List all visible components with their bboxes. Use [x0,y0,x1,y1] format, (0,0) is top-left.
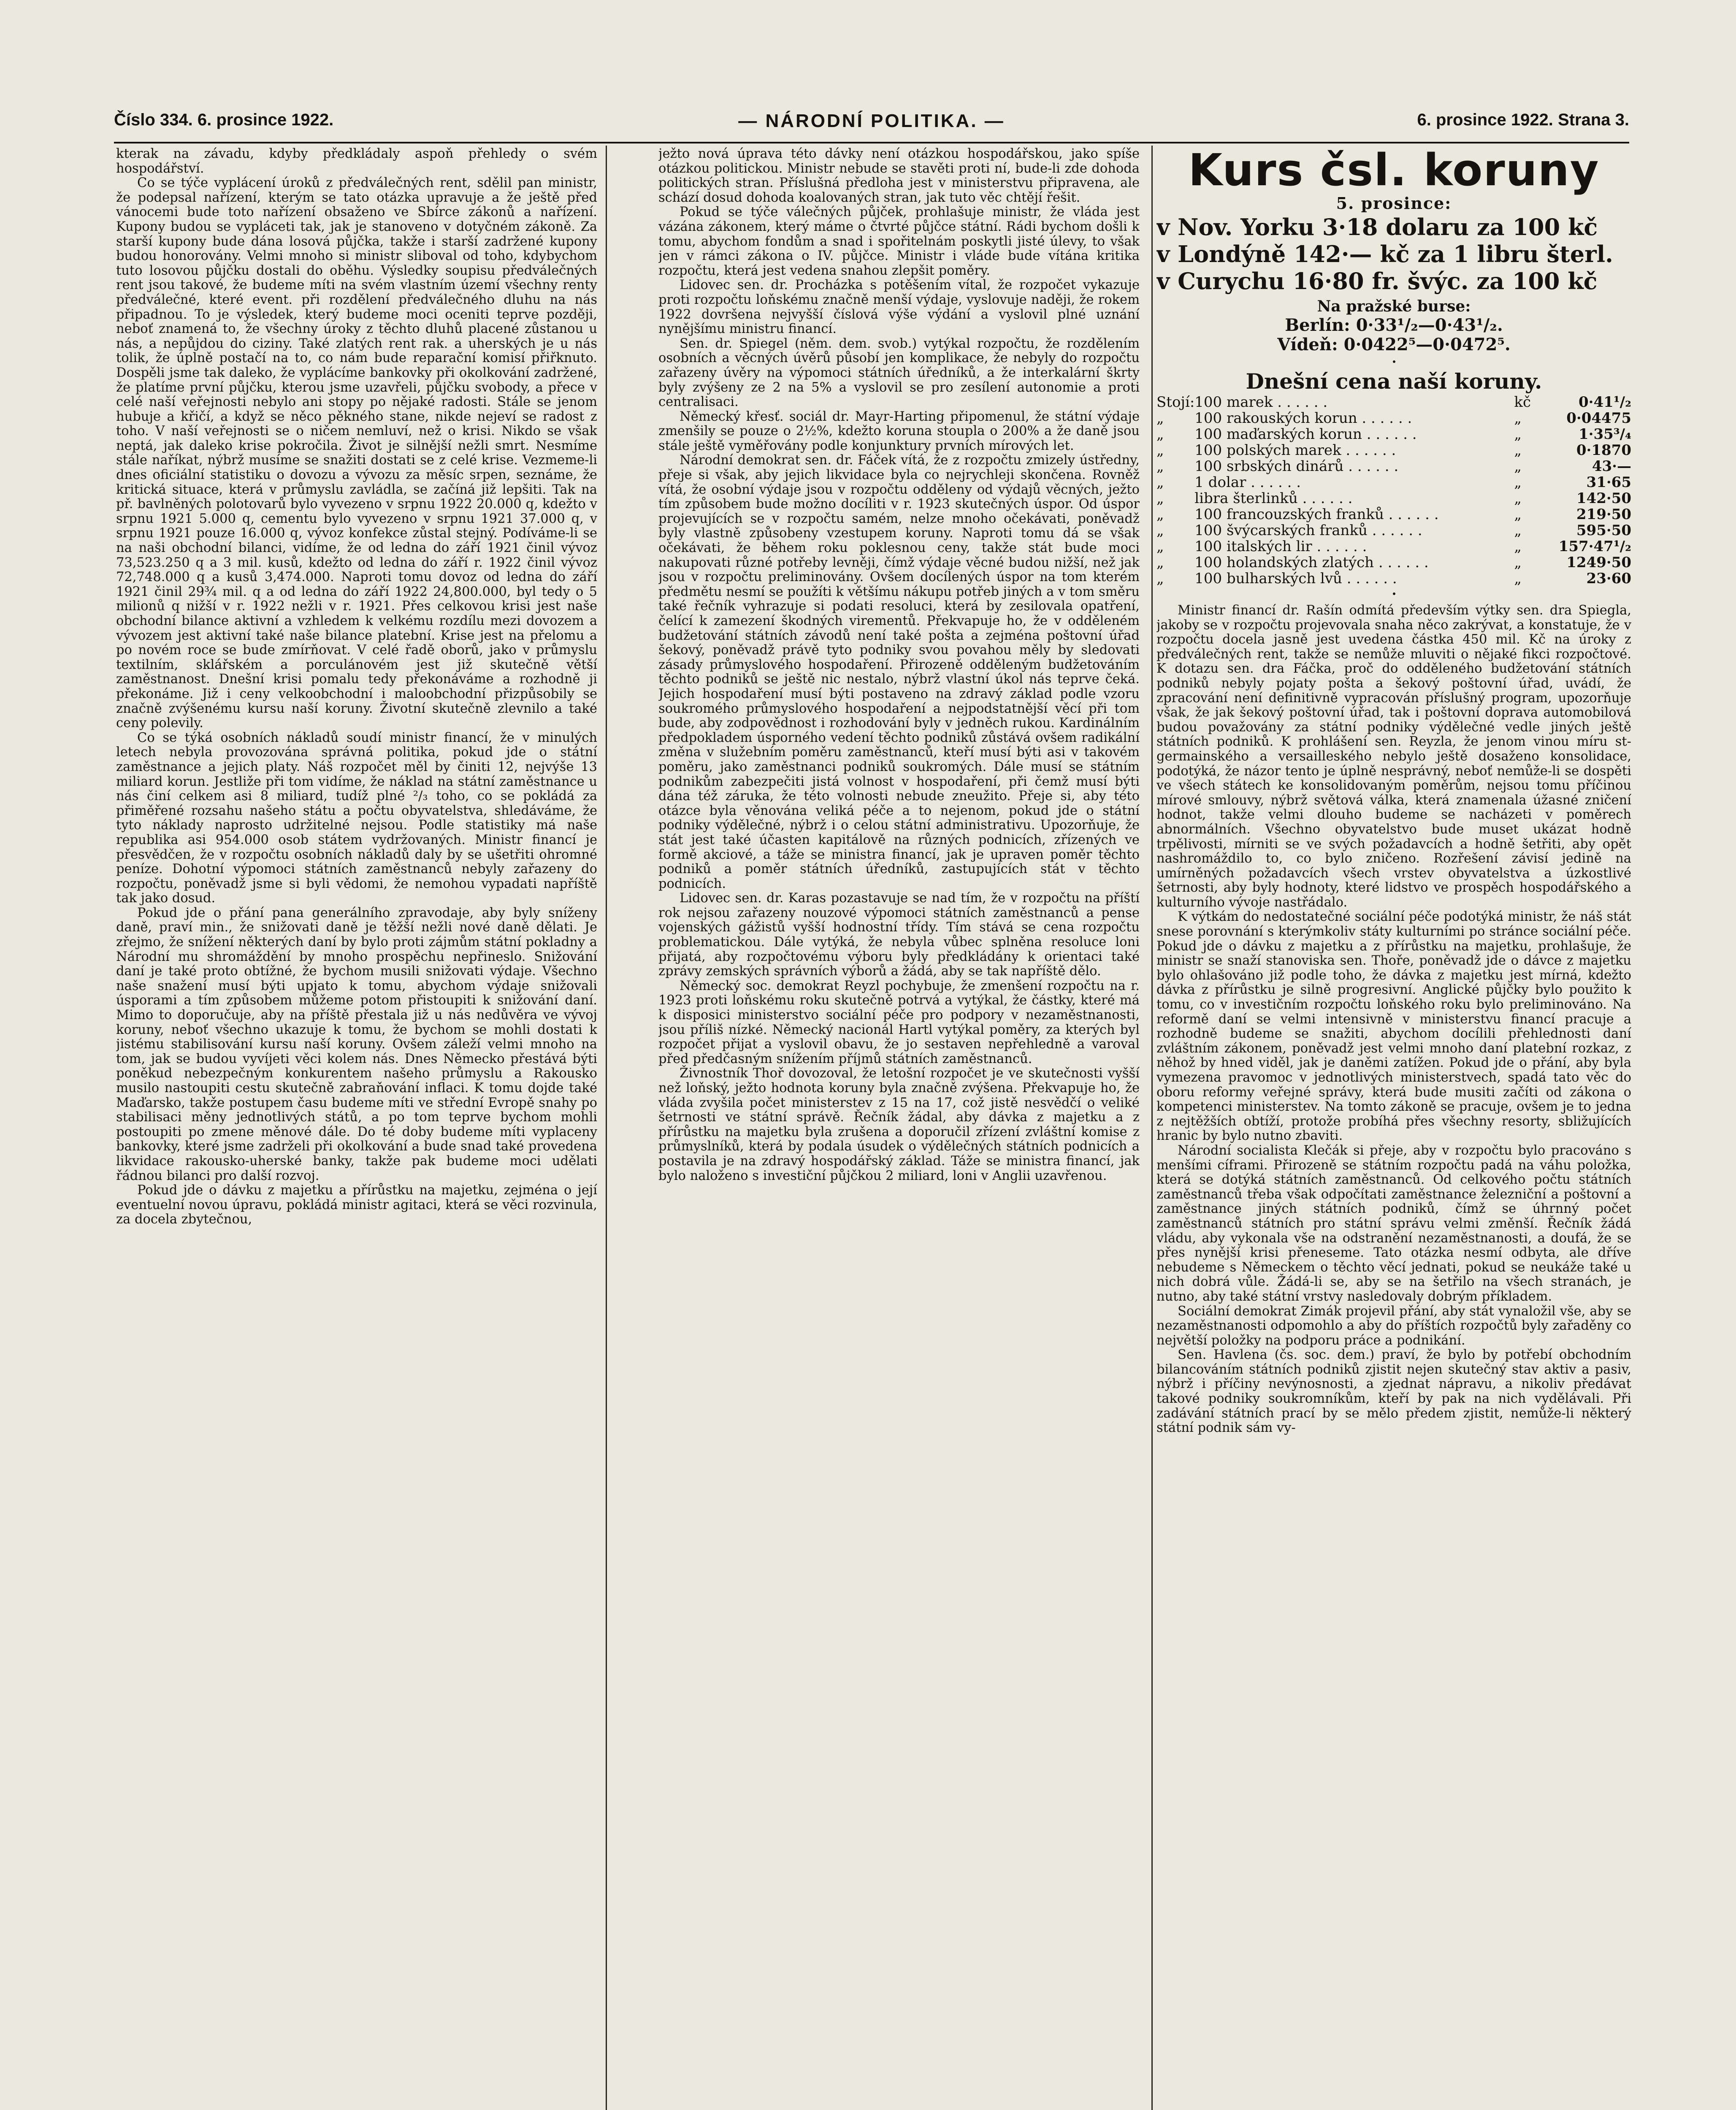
paragraph: ježto nová úprava této dávky není otázkou hospodářskou, jako spíše otázkou politickou. Ministr nebude se stavěti proti ní, bude-li zde dohoda politických stran. Příslušná předloha jest v ministerstvu připravena, ale schází dosud dohoda koalovaných stran, jak tuto věc chtějí řešit. [658,147,1140,205]
rate-prefix: „ [1156,426,1164,443]
rate-value: 1249·50 [1566,554,1631,571]
separator-dot [1393,360,1395,363]
rate-value: 23·60 [1586,570,1631,587]
paragraph: Co se týče vyplácení úroků z předválečných rent, sdělil pan ministr, že podepsal nařízení, kterým se tato otázka upravuje a že ještě před vánocemi bude toto nařízení obsaženo ve Sbírce zákonů a nařízení. Kupony budou se vypláceti tak, jak je stanoveno v dotyčném zákoně. Za starší kupony bude dána losová půjčka, takže i starší zadržené kupony budou honorovány. Velmi mnoho si ministr sliboval od toho, kdybychom tuto losovou půjčku dostali do oběhu. Výsledky soupisu předválečných rent jsou takové, že budeme míti na svém vlastním území všechny renty předválečné, které event. při rozdělení předválečného dluhu na nás připadnou. To je výsledek, který budeme moci oceniti teprve později, neboť znamená to, že všechny úroky z těchto dluhů placené zůstanou u nás, a nepůjdou do ciziny. Také zlatých rent rak. a uherských je u nás tolik, že úplně postačí na to, co nám bude reparační komisí přiřknuto. Dospěli jsme tak daleko, že vyplácíme bankovky při okolkování zadržené, že platíme první půjčku, kterou jsme uzavřeli, půjčku svobody, a přece v celé naší veřejnosti nebylo ani stopy po nějaké radosti. Stále se jenom hubuje a křičí, a když se něco pěkného stane, nikde nejeví se radost z toho. V naší veřejnosti se o ničem nemluví, než o krisi. Nikdo se však neptá, jak daleko krise pokročila. Život je silnější nežli smrt. Nesmíme stále naříkat, nýbrž musíme se snažiti dostati se z celé krise. Vezmeme-li dnes oficiální statistiku o dovozu a vývozu za měsíc srpen, seznáme, že kritická situace, která v průmyslu zavládla, se začíná již lepšiti. Tak na př. bavlněných polotovarů bylo vyvezeno v srpnu 1922 20.000 q, kdežto v srpnu 1921 5.000 q, cementu bylo vyvezeno v srpnu 1921 37.000 q, v srpnu 1921 pouze 16.000 q, vývoz konfekce zůstal stejný. Podíváme-li se na naši obchodní bilanci, vidíme, že od ledna do září 1921 činil vývoz 73,523.250 q a 3 mil. kusů, kdežto od ledna do září r. 1922 činil vývoz 72,748.000 q a kusů 3,474.000. Naproti tomu dovoz od ledna do září 1921 činil 29¾ mil. q a od ledna do září 1922 24,800.000, byl tedy o 5 milionů q nižší v r. 1922 nežli v r. 1921. Přes celkovou krisi jest naše obchodní bilance aktivní a vzhledem k velkému rozdílu mezi dovozem a vývozem jest aktivní také naše bilance platební. Krise jest na přelomu a po novém roce se bude zmírňovat. V celé řadě oborů, jako v průmyslu textilním, sklářském a porculánovém jest již skutečně větší zaměstnanost. Dnešní krisi pomalu tedy překonáváme a rozhodně ji překonáme. Již i ceny velkoobchodní i maloobchodní přizpůsobily se značně zvýšenému kursu naší koruny. Životní skutečně zlevnilo a také ceny polevily. [116,176,597,731]
column-divider [606,146,607,2110]
rate-value: 0·04475 [1566,410,1631,427]
rate-prefix: „ [1156,458,1164,475]
exchange-title: Kurs čsl. koruny [1188,147,1600,196]
rate-currency: 100 francouzských franků . . . . . . [1194,506,1439,523]
paragraph: Pokud jde o přání pana generálního zpravodaje, aby byly sníženy daně, praví min., že snižovati daně je těžší nežli nové daně dělati. Je zřejmo, že snížení některých daní by bylo proti zájmům státní pokladny a Národní mu shromáždění by mnoho prospěchu nepřineslo. Snižování daní je také proto obtížné, že bychom musili snižovati výdaje. Všechno naše snažení musí býti upjato k tomu, abychom výdaje snižovali úsporami a tím způsobem můžeme potom přistoupiti k snižování daní. Mimo to doporučuje, aby na příště přestala již u nás nedůvěra ve vývoj koruny, neboť všechno ukazuje k tomu, že bychom se mohli dostati k jistému stabilisování kursu naší koruny. Ovšem záleží velmi mnoho na tom, jak se budou vyvíjeti věci kolem nás. Dnes Německo přestává býti poněkud nebezpečným konkurentem našeho průmyslu a Rakousko musilo nastoupiti cestu skutečně zabraňování inflaci. K tomu dojde také Maďarsko, takže postupem času budeme míti ve střední Evropě snahy po stabilisaci měny jednotlivých států, a po tom teprve bychom mohli postoupiti po zmene měnové dále. Do té doby budeme míti vyplaceny bankovky, které jsme zadrželi při okolkování a bude snad také provedena likvidace rakousko-uherské banky, takže pak budeme moci udělati řádnou bilanci pro další rozvoj. [116,905,597,1183]
rate-currency: 100 italských lir . . . . . . [1194,538,1367,555]
paragraph: Lidovec sen. dr. Karas pozastavuje se nad tím, že v rozpočtu na příští rok nejsou zařazeny nouzové výpomoci státních zaměstnanců a pense vojenských gážistů vyšší hodnostní třídy. Tím stává se cena rozpočtu problematickou. Dále vytýká, že nebyla vůbec splněna resoluce loni přijatá, aby rozpočtovému výboru byly předkládány k orientaci také zprávy zemských správních výborů a žádá, aby se tak napříště dělo. [658,891,1140,979]
rates-table [1156,394,1631,587]
paragraph: Živnostník Thoř dovozoval, že letošní rozpočet je ve skutečnosti vyšší než loňský, ježto hodnota koruny byla značně zvýšena. Překvapuje ho, že vláda zvyšila počet ministerstev z 15 na 17, což jistě nesvědčí o veliké šetrnosti ve státní správě. Řečník žádal, aby dávka z majetku a z přírůstku na majetku byla zrušena a doporučil zřízení zvláštní komise z průmyslníků, která by podala úsudek o výdělečných státních podnicích a postavila je na zdravý hospodářský základ. Táže se ministra financí, jak bylo naloženo s investiční půjčkou 2 miliard, loni v Anglii uzavřenou. [658,1066,1140,1183]
rate-currency: libra šterlinků . . . . . . [1194,490,1353,507]
paragraph: Sen. dr. Spiegel (něm. dem. svob.) vytýkal rozpočtu, že rozdělením osobních a věcných úvěrů působí jen komplikace, že nebyly do rozpočtu zařazeny úvěry na výpomoci státních úředníků, a že interkalární škrty byly zvýšeny ze 2 na 5% a vyslovil se pro zesílení autonomie a proti centralisaci. [658,336,1140,410]
paragraph: Co se týká osobních nákladů soudí ministr financí, že v minulých letech nebyla provozována správná politika, pokud jde o státní zaměstnance a jejich platy. Náš rozpočet měl by činiti 12, nejvýše 13 miliard korun. Jestliže při tom vidíme, že náklad na státní zaměstnance u nás činí celkem asi 8 miliard, tudíž plné ²/₃ toho, co se pokládá za přiměřené rozsahu našeho státu a počtu obyvatelstva, shledáváme, že tyto náklady naprosto udržitelné nejsou. Podle statistiky má naše republika asi 954.000 osob státem vydržovaných. Ministr financí je přesvědčen, že v rozpočtu osobních nákladů daly by se ušetřiti ohromné peníze. Dohotní výpomoci státních zaměstnanců nebyly zařazeny do rozpočtu, poněvadž jsme si byli vědomi, že nemohou vypadati napříště tak jako dosud. [116,730,597,906]
rate-value: 219·50 [1576,506,1631,523]
paragraph: Národní demokrat sen. dr. Fáček vítá, že z rozpočtu zmizely ústředny, přeje si však, aby jejich likvidace byla co nejrychleji skončena. Rovněž vítá, že osobní výdaje jsou v rozpočtu odděleny od výdajů věcných, ježto tím způsobem bude možno docíliti v r. 1923 skutečných úspor. Od úspor projevujících se v rozpočtu samém, nelze mnoho očekávati, poněvadž byly vlastně způsobeny vzestupem koruny. Naproti tomu dá se však očekávati, že během roku poklesnou ceny, takže stát bude moci nakupovati různé potřeby levněji, čímž výdaje věcné budou nižší, než jak jsou v rozpočtu preliminovány. Ovšem docílených úspor na tom kterém předmětu nesmí se použíti k většímu nákupu potřeb jiných a v tom směru také řečník vyhrazuje si podati resoluci, která by zesilovala opatření, čelící k zamezení škodných virementů. Překvapuje ho, že v odděleném budžetování státních závodů není také pošta a zejména poštovní úřad šekový, poněvadž právě tyto podniky svou povahou měly by sledovati zásady průmyslového hospodaření. Přirozeně odděleným budžetováním těchto podniků se ještě nic nestalo, nýbrž vlastní úkol nás teprve čeká. Jejich hospodaření musí býti postaveno na zdravý základ podle vzoru soukromého průmyslového hospodaření a nejpodstatnější věcí při tom bude, aby zodpovědnost i rozhodování byly v jedněch rukou. Kardinálním předpokladem úsporného vedení těchto podniků zůstává ovšem radikální změna v služebním poměru zaměstnanců, kteří musí býti asi v takovém poměru, jako zaměstnanci podniků soukromých. Dále musí se státním podnikům zabezpečiti jistá volnost v hospodaření, při čemž musí býti dána též záruka, že této volnosti nebude zneužito. Přeje si, aby této otázce byla věnována veliká péče a to nejenom, pokud jde o státní podniky výdělečné, nýbrž i o celou státní administrativu. Upozorňuje, že stát jest také účasten kapitálově na různých podnicích, zřízených ve formě akciové, a táže se ministra financí, jak je upraven poměr těchto podniků a poměr státních úředníků, zastupujících stát v těchto podnicích. [658,453,1140,891]
rate-row [1156,458,1631,474]
paragraph: Národní socialista Klečák si přeje, aby v rozpočtu bylo pracováno s menšími cíframi. Přirozeně se státním rozpočtu padá na váhu položka, která se dotýká státních zaměstnanců. Od celkového počtu státních zaměstnanců třeba však odpočítati zaměstnance železniční a poštovní a zaměstnance jiných státních podniků, čímž se úhrnný počet zaměstnanců státních pro státní správu velmi změnší. Řečník žádá vládu, aby vykonala vše na odstranění nezaměstnanosti, a doufá, že se přes nynější krisi přeneseme. Tato otázka nesmí odbyta, ale dříve nebudeme s Německem o těchto věcí jednati, pokud se neukáže také u nich dobrá vůle. Žádá-li se, aby se na šetřilo na všech stranách, je nutno, aby také státní vrstvy nasledovaly dobrým příkladem. [1156,1143,1631,1304]
burse-vienna: Vídeň: 0·0422⁵—0·0472⁵. [1277,335,1511,354]
burse-berlin: Berlín: 0·33¹/₂—0·43¹/₂. [1285,315,1503,335]
rate-row [1156,410,1631,426]
rate-currency: 100 švýcarských franků . . . . . . [1194,522,1422,539]
rate-prefix: „ [1156,522,1164,539]
rate-unit: „ [1514,410,1522,427]
rate-london: v Londýně 142·— kč za 1 libru šterl. [1156,241,1613,268]
rate-currency: 100 maďarských korun . . . . . . [1194,426,1417,443]
rate-value: 595·50 [1576,522,1631,539]
rate-prefix: „ [1156,442,1164,459]
rate-row [1156,442,1631,458]
rate-currency: 100 rakouských korun . . . . . . [1194,410,1412,427]
rate-prefix: Stojí: [1156,394,1195,411]
rate-unit: „ [1514,506,1522,523]
paragraph: Ministr financí dr. Rašín odmítá především výtky sen. dra Spiegla, jakoby se v rozpočtu projevovala snaha něco zakrývat, a konstatuje, že v rozpočtu docela jasně jest uvedena částka 450 mil. Kč na úroky z předválečných rent, takže se nemůže mluviti o nějaké fikci rozpočtové. K dotazu sen. dra Fáčka, proč do odděleného budžetování státních podniků nebyly pojaty pošta a šekový poštovní úřad, uvádí, že zpracování není definitivně vypracován příslušný program, upozorňuje však, že jak šekový poštovní úřad, tak i poštovní doprava automobilová budou považovány za státní podniky výdělečné vedle jiných ještě státních podniků. K prohlášení sen. Reyzla, že jenom vinou míru st-germainského a versailleského nebylo ještě dosaženo konsolidace, podotýká, že názor tento je úplně nesprávný, neboť nemůže-li se dospěti ve všech státech ke konsolidovaným poměrům, nejsou tomu příčinou mírové smlouvy, nýbrž světová válka, která znamenala úžasné zničení hodnot, takže velmi dlouho budeme se nacházeti v poměrech abnormálních. Všechno obyvatelstvo bude muset ukázat hodně trpělivosti, mírniti se ve svých požadavcích a hodně šetřiti, aby opět nashromáždilo to, co bylo zničeno. Rozřešení závisí jedině na umírněných požadavcích všech vrstev obyvatelstva a úzkostlivé šetrnosti, aby byly hodnoty, které lidstvo ve prospěch hospodářského a kulturního vývoje nastřádalo. [1156,603,1631,910]
rate-row [1156,538,1631,555]
newspaper-title: — NÁRODNÍ POLITIKA. — [738,111,1005,131]
column-2 [658,147,1140,2110]
rate-value: 0·41¹/₂ [1578,394,1631,411]
rate-unit: „ [1514,554,1522,571]
paragraph: Pokud se týče válečných půjček, prohlašuje ministr, že vláda jest vázána zákonem, který máme o čtvrté půjčce státní. Rádi bychom došli k tomu, abychom fondům a snad i spořitelnám poskytli jisté úlevy, to však jen v rámci zákona o IV. půjčce. Ministr i vláde bude vítána kritika rozpočtu, která jest vedena snahou zlepšit poměry. [658,205,1140,278]
rate-row [1156,571,1631,587]
rate-prefix: „ [1156,506,1164,523]
rate-currency: 1 dolar . . . . . . [1194,474,1301,491]
rate-row [1156,474,1631,490]
burse-label: Na pražské burse: [1317,298,1471,315]
rate-row [1156,506,1631,522]
rate-value: 0·1870 [1576,442,1631,459]
rate-unit: „ [1514,458,1522,475]
rate-row [1156,426,1631,442]
rate-currency: 100 holandských zlatých . . . . . . [1194,554,1429,571]
rate-prefix: „ [1156,538,1164,555]
rate-new-york: v Nov. Yorku 3·18 dolaru za 100 kč [1156,214,1598,241]
rate-value: 1·35³/₄ [1578,426,1631,443]
masthead [114,111,1629,140]
rate-zurich: v Curychu 16·80 fr. švýc. za 100 kč [1156,268,1598,295]
rate-row [1156,555,1631,571]
rate-currency: 100 bulharských lvů . . . . . . [1194,570,1397,587]
rate-unit: „ [1514,474,1522,491]
rate-unit: „ [1514,490,1522,507]
column-divider [1151,146,1153,2110]
rate-prefix: „ [1156,474,1164,491]
rates-title: Dnešní cena naší koruny. [1246,369,1542,394]
header-rule [114,142,1629,143]
rate-unit: „ [1514,538,1522,555]
paragraph: Sen. Havlena (čs. soc. dem.) praví, že bylo by potřebí obchodním bilancováním státních podniků zjistit nejen skutečný stav aktiv a pasiv, nýbrž i příčiny nevýnosnosti, a zjednat nápravu, a nikoliv předávat takové podniky soukromníkům, kteří by pak na nich vydělávali. Při zadávání státních prací by se mělo předem zjistit, nemůže-li některý státní podnik sám vy- [1156,1347,1631,1436]
exchange-rate-box [1156,147,1631,595]
rate-unit: „ [1514,570,1522,587]
rate-unit: kč [1514,394,1531,411]
rate-row [1156,394,1631,410]
rate-prefix: „ [1156,490,1164,507]
rate-unit: „ [1514,442,1522,459]
separator-dot [1393,592,1395,595]
exchange-date: 5. prosince: [1336,194,1452,213]
rate-prefix: „ [1156,410,1164,427]
rate-unit: „ [1514,426,1522,443]
rate-unit: „ [1514,522,1522,539]
paragraph: kterak na závadu, kdyby předkládaly aspoň přehledy o svém hospodářství. [116,147,597,176]
paragraph: Lidovec sen. dr. Procházka s potěšením vítal, že rozpočet vykazuje proti rozpočtu loňskému značně menší výdaje, vyslovuje naději, že rokem 1922 dovršena nejvyšší číslová výše výdání a vyslovil plné uznání nynějšímu ministru financí. [658,278,1140,337]
rate-row [1156,490,1631,506]
rate-value: 157·47¹/₂ [1558,538,1631,555]
column-3 [1156,147,1631,2110]
rate-value: 142·50 [1576,490,1631,507]
issue-number-date: Číslo 334. 6. prosince 1922. [114,111,334,129]
rate-value: 43·— [1592,458,1631,475]
column-1 [116,147,597,2110]
rate-value: 31·65 [1586,474,1631,491]
rate-prefix: „ [1156,554,1164,571]
rate-currency: 100 marek . . . . . . [1194,394,1328,411]
rate-currency: 100 polských marek . . . . . . [1194,442,1396,459]
rate-row [1156,522,1631,538]
paragraph: Německý křesť. sociál dr. Mayr-Harting připomenul, že státní výdaje zmenšily se pouze o 2½%, kdežto koruna stoupla o 200% a že daně jsou stále ještě vyměřovány podle konjunktury prvních mírových let. [658,409,1140,453]
rate-currency: 100 srbských dinárů . . . . . . [1194,458,1399,475]
paragraph: K výtkám do nedostatečné sociální péče podotýká ministr, že náš stát snese porovnání s kterýmkoliv státy kulturními po stránce sociální péče. Pokud jde o dávku z majetku a z přírůstku na majetku, prohlašuje, že ministr se snaží stanoviska sen. Thoře, poněvadž jde o dávce z majetku bylo ohlašováno již podle toho, že dávka z majetku jest mírná, kdežto dávka z přírůstku je silně progresivní. Anglické půjčky bylo použito k tomu, co v investičním rozpočtu loňského roku bylo preliminováno. Na reformě daní se velmi intensivně v ministerstvu financí pracuje a rozhodně budeme se snažiti, abychom docílili přehlednosti daní zvláštním zákonem, poněvadž jest velmi mnoho daní platební rozkaz, z něhož by hned viděl, jak je daněmi zatížen. Pokud jde o přání, aby byla vymezena pravomoc v jednotlivých ministerstvech, spadá tato věc do oboru reformy veřejné správy, která bude musiti začíti od zákona o kompetenci ministerstev. Na tomto zákoně se pracuje, ovšem je to jedna z nejtěžších obtíží, protože probíhá přes všechny resorty, sbližujících hranic by bylo nutno zbaviti. [1156,909,1631,1144]
paragraph: Pokud jde o dávku z majetku a přírůstku na majetku, zejména o její eventuelní novou úpravu, pokládá ministr agitaci, která se věci rozvinula, za docela zbytečnou, [116,1183,597,1227]
rate-prefix: „ [1156,570,1164,587]
paragraph: Německý soc. demokrat Reyzl pochybuje, že zmenšení rozpočtu na r. 1923 proti loňskému roku skutečně potrvá a vytýkal, že částky, které má k disposici ministerstvo sociální péče pro podpory v nezaměstnanosti, jsou příliš nízké. Německý nacionál Hartl vytýkal poměry, za kterých byl rozpočet přijat a vyslovil obavu, že jo sestaven nepřehledně a varoval před předčasným snížením příjmů státních zaměstnanců. [658,978,1140,1066]
paragraph: Sociální demokrat Zimák projevil přání, aby stát vynaložil vše, aby se nezaměstnanosti odpomohlo a aby do příštích rozpočtů byly zařaděny co největší položky na podporu práce a podnikání. [1156,1304,1631,1348]
page-date-number: 6. prosince 1922. Strana 3. [1417,111,1629,129]
